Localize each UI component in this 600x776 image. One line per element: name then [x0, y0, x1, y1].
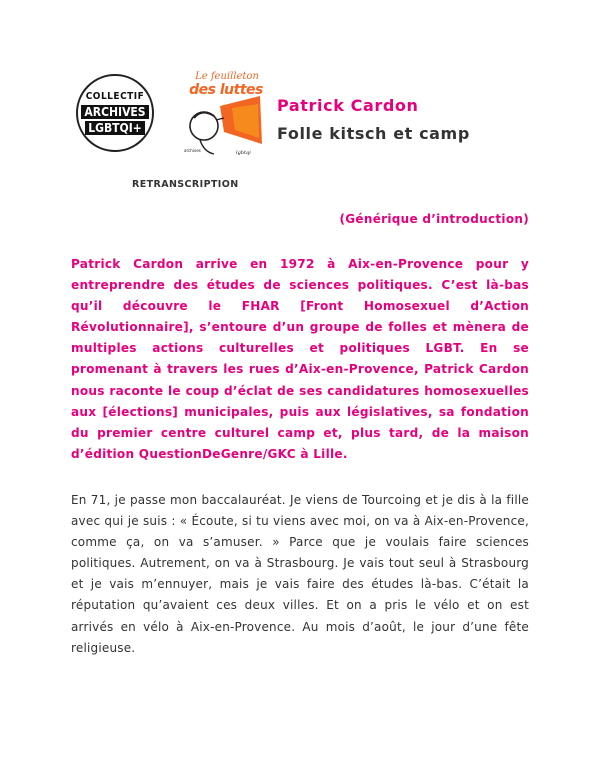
logo-line-collectif: COLLECTIF	[85, 90, 145, 102]
feuilleton-logo-line2: des luttes	[189, 82, 263, 98]
intro-paragraph: Patrick Cardon arrive en 1972 à Aix-en-Provence pour y entreprendre des études de sciences politiques. C’est là-bas qu’il découvre le FHAR [Front Homosexuel d’Action Révolutionnaire], s’entoure d’un groupe de folles et mènera de multiples actions culturelles et politiques LGBT. En se promenant à travers les rues d’Aix-en-Provence, Patrick Cardon nous raconte le coup d’éclat de ses candidatures homosexuelles aux [élections] municipales, puis aux législatives, sa fondation du premier centre culturel camp et, plus tard, de la maison d’édition QuestionDeGenre/GKC à Lille.	[71, 257, 529, 461]
logo-line-lgbtqi: LGBTQI+	[85, 121, 145, 135]
page-subtitle: Folle kitsch et camp	[277, 124, 470, 143]
collectif-archives-logo	[76, 74, 154, 152]
page-title: Patrick Cardon	[277, 96, 419, 115]
logo-line-archives: ARCHIVES	[81, 105, 148, 119]
svg-text:archives: archives	[184, 148, 201, 153]
section-label: RETRANSCRIPTION	[132, 179, 239, 190]
generique-note: (Générique d’introduction)	[339, 212, 529, 226]
svg-text:lgbtqi: lgbtqi	[236, 150, 251, 156]
feuilleton-des-luttes-logo	[180, 68, 266, 162]
feuilleton-logo-line1: Le feuilleton	[195, 71, 259, 82]
transcript-paragraph: En 71, je passe mon baccalauréat. Je viens de Tourcoing et je dis à la fille avec qui je suis : « Écoute, si tu viens avec moi, on va à Aix-en-Provence, comme ça, on va s’amuser. » Parce que je voulais faire sciences politiques. Autrement, on va à Strasbourg. Je vais tout seul à Strasbourg et je vais m’ennuyer, mais je vais faire des études là-bas. C’était la réputation qu’avaient ces deux villes. Et on a pris le vélo et on est arrivés en vélo à Aix-en-Provence. Au mois d’août, le jour d’une fête religieuse.	[71, 493, 529, 655]
